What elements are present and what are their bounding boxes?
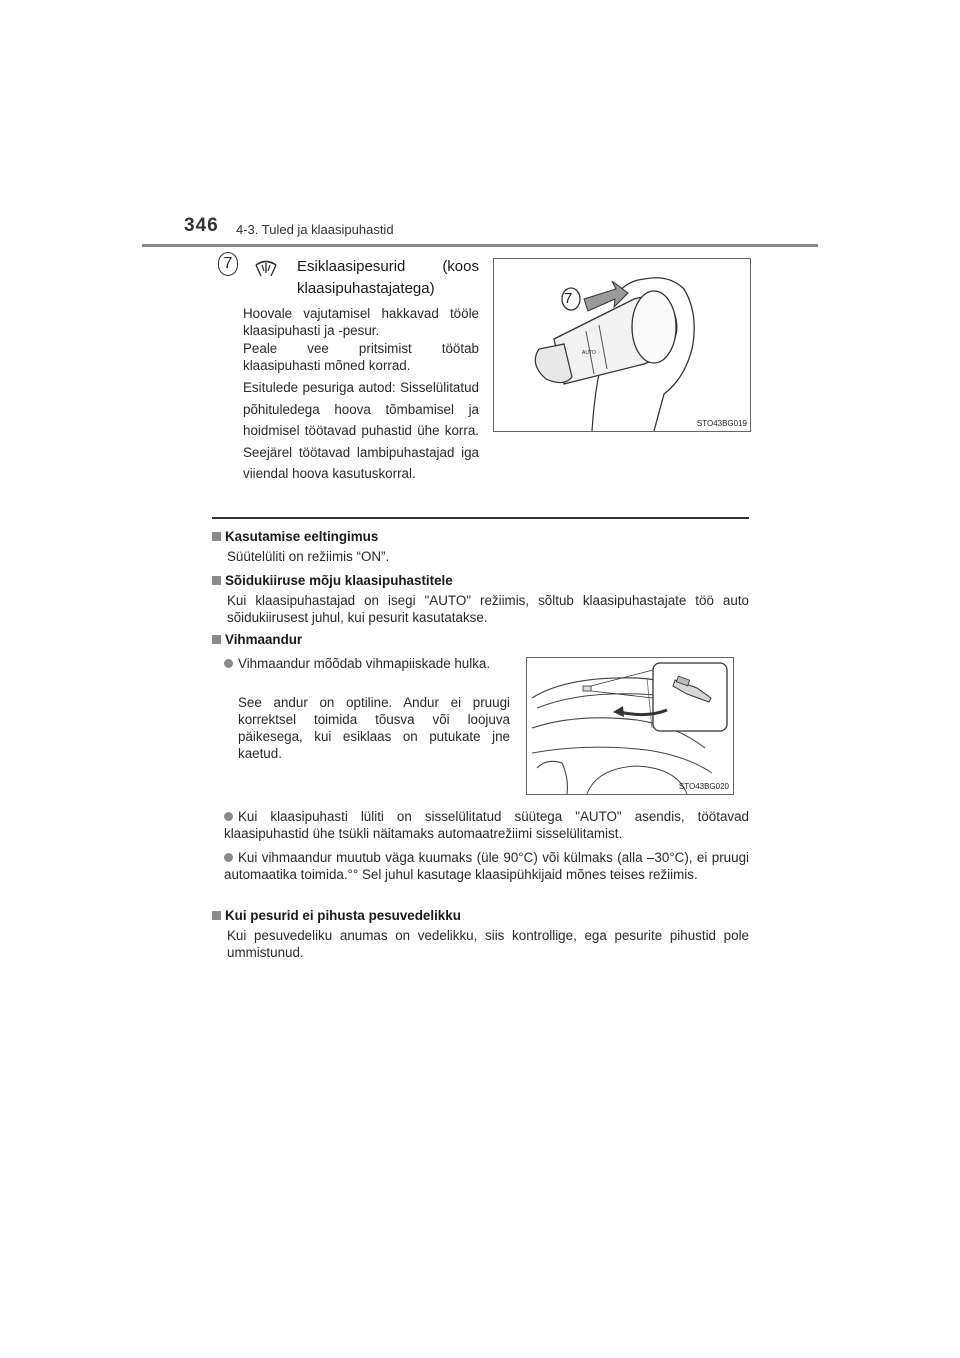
- section-body-speed: Kui klaasipuhastajad on isegi "AUTO" režiimis, sõltub klaasipuhastajate töö auto sõidukiirusest juhul, kui pesurit kasutatakse.: [227, 593, 749, 625]
- section-heading-speed: Sõidukiiruse mõju klaasipuhastitele: [212, 572, 453, 589]
- section-divider: [212, 517, 749, 519]
- section-heading-rain-sensor: Vihmaandur: [212, 631, 302, 648]
- square-bullet-icon: [212, 532, 221, 541]
- section-heading-washer-fluid: Kui pesurid ei pihusta pesuvedelikku: [212, 907, 461, 924]
- figure-code: STO43BG020: [678, 782, 729, 791]
- page-number: 346: [184, 215, 219, 236]
- item-text-1: Hoovale vajutamisel hakkavad tööle klaasipuhasti ja -pesur.: [243, 306, 479, 338]
- item-title: Esiklaasipesurid (koos klaasipuhastajatega): [297, 258, 479, 297]
- rain-sensor-figure: [526, 657, 734, 795]
- rain-bullet-1: Vihmaandur mõõdab vihmapiiskade hulka.: [224, 655, 510, 672]
- rain-bullet-1-extra: See andur on optiline. Andur ei pruugi korrektsel toimida tõusva või loojuva päikesega, kui esiklaas on putukate jne kaetud.: [238, 695, 510, 761]
- section-title: 4-3. Tuled ja klaasipuhastid: [236, 222, 394, 237]
- wiper-lever-illustration: [494, 259, 750, 431]
- wiper-lever-figure: [493, 258, 751, 432]
- figure-callout-7: 7: [564, 290, 573, 307]
- figure-code: STO43BG019: [696, 419, 747, 428]
- windshield-washer-icon: [254, 256, 278, 278]
- svg-text:AUTO: AUTO: [582, 350, 596, 356]
- rain-bullet-3: Kui vihmaandur muutub väga kuumaks (üle 90°C) või külmaks (alla –30°C), ei pruugi automaatika toimida.°° Sel juhul kasutage klaasipühkijaid mõnes teises režiimis.: [224, 850, 749, 882]
- round-bullet-icon: [224, 659, 233, 668]
- item-text-2: Peale vee pritsimist töötab klaasipuhasti mõned korrad.: [243, 341, 479, 373]
- round-bullet-icon: [224, 812, 233, 821]
- item-marker-7: 7: [218, 252, 238, 276]
- item-text-3: Esitulede pesuriga autod: Sisselülitatud põhituledega hoova tõmbamisel ja hoidmisel töötavad puhastid ühe korra. Seejärel töötavad lambipuhastajad iga viiendal hoova kasutuskorral.: [243, 380, 479, 481]
- square-bullet-icon: [212, 576, 221, 585]
- rain-bullet-2: Kui klaasipuhasti lüliti on sisselülitatud süütega "AUTO" asendis, töötavad klaasipuhastid ühe tsükli näitamaks automaatrežiimi sisselülitamist.: [224, 809, 749, 841]
- rain-sensor-illustration: [527, 658, 733, 794]
- header-divider: [142, 244, 818, 247]
- square-bullet-icon: [212, 635, 221, 644]
- round-bullet-icon: [224, 853, 233, 862]
- section-body-washer-fluid: Kui pesuvedeliku anumas on vedelikku, siis kontrollige, ega pesurite pihustid pole ummistunud.: [227, 928, 749, 960]
- section-body-conditions: Süütelüliti on režiimis “ON”.: [227, 549, 390, 564]
- square-bullet-icon: [212, 911, 221, 920]
- section-heading-conditions: Kasutamise eeltingimus: [212, 528, 378, 545]
